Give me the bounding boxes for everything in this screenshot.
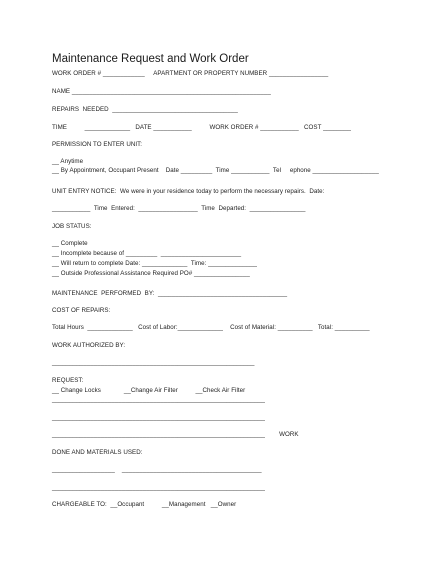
incomplete-option: __ Incomplete because of _________ _______________________ bbox=[52, 250, 242, 257]
by-appointment-option: __ By Appointment, Occupant Present Date _________ Time ___________ Tel ephone ___________________ bbox=[52, 167, 379, 174]
unit-entry-notice: UNIT ENTRY NOTICE: We were in your residence today to perform the necessary repairs. Date: bbox=[52, 188, 325, 195]
cost-of-repairs-heading: COST OF REPAIRS: bbox=[52, 307, 111, 314]
work-authorized-heading: WORK AUTHORIZED BY: bbox=[52, 342, 126, 349]
anytime-option: __ Anytime bbox=[52, 158, 84, 165]
work-order-line: WORK ORDER # ____________ APARTMENT OR PROPERTY NUMBER _________________ bbox=[52, 70, 329, 77]
done-materials-heading: DONE AND MATERIALS USED: bbox=[52, 449, 143, 456]
name-line: NAME _________________________________________________________ bbox=[52, 88, 271, 95]
permission-heading: PERMISSION TO ENTER UNIT: bbox=[52, 141, 143, 148]
blank-line: _____________________________________________________________ bbox=[52, 484, 265, 491]
request-options-line: __ Change Locks __Change Air Filter __Check Air Filter bbox=[52, 387, 246, 394]
blank-work-line: _____________________________________________________________ WORK bbox=[52, 431, 299, 438]
document-title: Maintenance Request and Work Order bbox=[52, 53, 249, 65]
complete-option: __ Complete bbox=[52, 240, 88, 247]
maintenance-performed-line: MAINTENANCE PERFORMED BY: _____________________________________ bbox=[52, 290, 288, 297]
totals-line: Total Hours _____________ Cost of Labor:_____________ Cost of Material: __________ Total: __________ bbox=[52, 324, 370, 331]
outside-assistance-option: __ Outside Professional Assistance Required PO# ________________ bbox=[52, 270, 250, 277]
chargeable-to-line: CHARGEABLE TO: __Occupant __Management __Owner bbox=[52, 501, 237, 508]
request-heading: REQUEST: bbox=[52, 377, 84, 384]
job-status-heading: JOB STATUS: bbox=[52, 223, 92, 230]
authorized-blank-line: __________________________________________________________ bbox=[52, 359, 255, 366]
time-date-line: TIME _____________ DATE ___________ WORK ORDER # ___________ COST ________ bbox=[52, 124, 351, 131]
blank-line: _____________________________________________________________ bbox=[52, 414, 265, 421]
will-return-option: __ Will return to complete Date: _____________ Time: ______________ bbox=[52, 260, 257, 267]
repairs-needed-line: REPAIRS NEEDED ____________________________________ bbox=[52, 106, 238, 113]
blank-line: _____________________________________________________________ bbox=[52, 396, 265, 403]
time-entered-line: ___________ Time Entered: _________________ Time Departed: ________________ bbox=[52, 205, 306, 212]
blank-line: __________________ ________________________________________ bbox=[52, 466, 262, 473]
